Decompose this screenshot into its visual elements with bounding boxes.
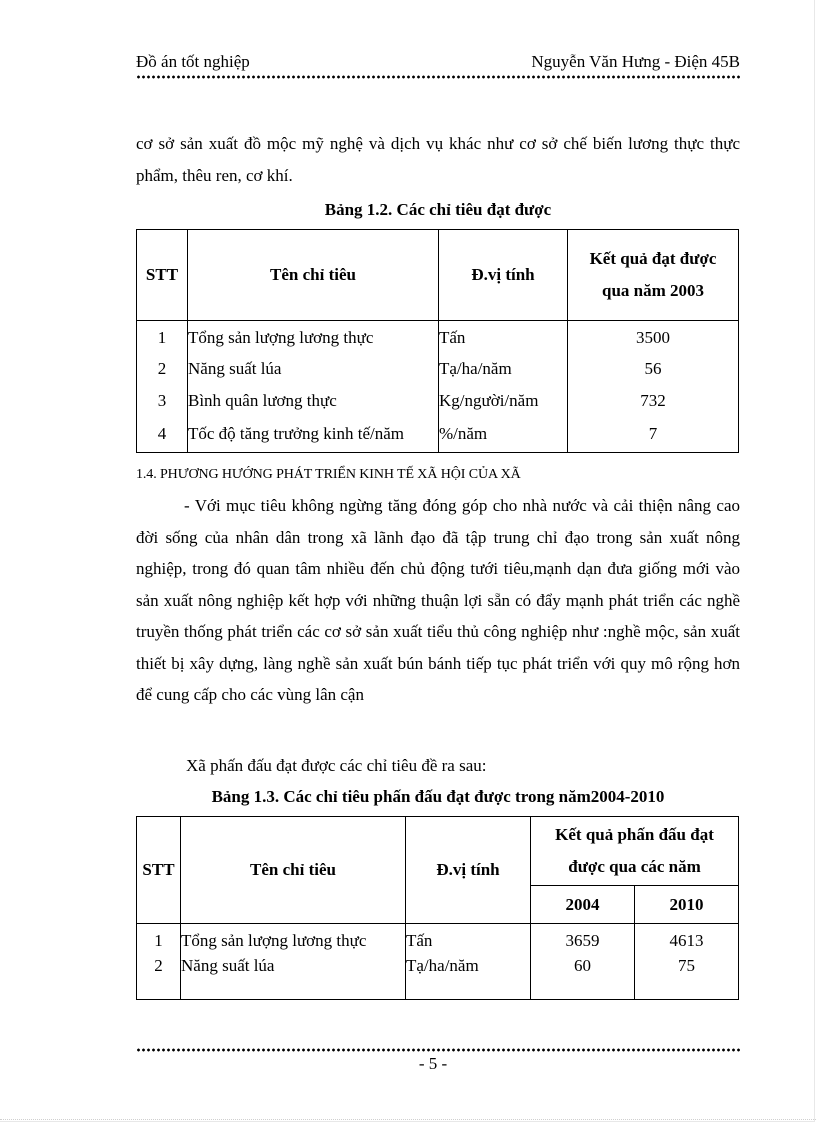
header-dotted-rule bbox=[136, 75, 740, 79]
section-heading: 1.4. PHƯƠNG HƯỚNG PHÁT TRIỂN KINH TẾ XÃ HỘI CỦA XÃ bbox=[136, 467, 521, 482]
table-row bbox=[137, 353, 739, 385]
section-paragraph: - Với mục tiêu không ngừng tăng đóng góp cho nhà nước và cải thiện nâng cao đời sống của nhân dân trong xã lãnh đạo đã tập trung chỉ đạo trong sản xuất nông nghiệp, trong đó quan tâm nhiều đến chủ động tưới tiêu,mạnh dạn đưa giống mới vào sản xuất nông nghiệp kết hợp với những thuận lợi sẵn có đẩy mạnh phát triển các nghề truyền thống phát triển các cơ sở sản xuất tiểu thủ công nghiệp như :nghề mộc, sản xuất thiết bị xây dựng, làng nghề sản xuất bún bánh tiếp tục phát triển với quy mô rộng hơn để cung cấp cho các vùng lân cận bbox=[136, 496, 740, 704]
table2-cell-name: Tổng sản lượng lương thực bbox=[181, 924, 406, 956]
table2-header-year-2004: 2004 bbox=[531, 886, 635, 924]
table1-cell-name: Tốc độ tăng trưởng kinh tế/năm bbox=[188, 417, 439, 453]
table2-planned-targets bbox=[136, 816, 739, 1000]
table-row bbox=[137, 385, 739, 417]
table2-cell-2010: 4613 bbox=[635, 924, 739, 956]
header-author: Nguyễn Văn Hưng - Điện 45B bbox=[531, 52, 740, 71]
table-row bbox=[137, 321, 739, 353]
table1-header-unit: Đ.vị tính bbox=[439, 230, 568, 321]
header-document-type: Đồ án tốt nghiệp bbox=[136, 52, 250, 71]
table2-cell-name: Năng suất lúa bbox=[181, 956, 406, 1000]
page-break-line bbox=[0, 1119, 816, 1120]
table2-cell-2004: 60 bbox=[531, 956, 635, 1000]
table1-caption: Bảng 1.2. Các chỉ tiêu đạt được bbox=[324, 200, 552, 219]
table1-header-stt: STT bbox=[137, 230, 188, 321]
table2-cell-stt: 2 bbox=[137, 956, 181, 1000]
table2-cell-unit: Tấn bbox=[406, 924, 531, 956]
table1-cell-unit: Tạ/ha/năm bbox=[439, 353, 568, 385]
table1-cell-name: Năng suất lúa bbox=[188, 353, 439, 385]
table1-cell-value: 732 bbox=[568, 385, 739, 417]
table2-caption: Bảng 1.3. Các chỉ tiêu phấn đấu đạt được trong năm2004-2010 bbox=[211, 787, 665, 806]
table1-cell-stt: 4 bbox=[137, 417, 188, 453]
table1-cell-value: 56 bbox=[568, 353, 739, 385]
table2-cell-stt: 1 bbox=[137, 924, 181, 956]
page-number: - 5 - bbox=[418, 1054, 448, 1073]
table-row bbox=[137, 956, 739, 1000]
table2-cell-2004: 3659 bbox=[531, 924, 635, 956]
table1-header-result bbox=[568, 230, 739, 321]
table2-header-result-line1: Kết quả phấn đấu đạt bbox=[555, 825, 714, 844]
targets-intro: Xã phấn đấu đạt được các chỉ tiêu đề ra sau: bbox=[186, 756, 487, 775]
table2-cell-2010: 75 bbox=[635, 956, 739, 1000]
table2-cell-unit: Tạ/ha/năm bbox=[406, 956, 531, 1000]
table1-cell-stt: 1 bbox=[137, 321, 188, 353]
table1-header-result-line2: qua năm 2003 bbox=[601, 281, 705, 300]
intro-paragraph: cơ sở sản xuất đồ mộc mỹ nghệ và dịch vụ khác như cơ sở chế biến lương thực thực phẩm, thêu ren, cơ khí. bbox=[136, 134, 740, 185]
table2-header-result-line2: được qua các năm bbox=[568, 857, 701, 876]
table1-cell-stt: 2 bbox=[137, 353, 188, 385]
table1-achieved-targets bbox=[136, 229, 739, 453]
table1-cell-stt: 3 bbox=[137, 385, 188, 417]
table2-header-stt: STT bbox=[137, 817, 181, 924]
table1-cell-value: 7 bbox=[568, 417, 739, 453]
table1-cell-unit: Kg/người/năm bbox=[439, 385, 568, 417]
table2-header-year-2010: 2010 bbox=[635, 886, 739, 924]
table1-cell-name: Tổng sản lượng lương thực bbox=[188, 321, 439, 353]
footer-dotted-rule bbox=[136, 1048, 740, 1052]
table1-header-result-line1: Kết quả đạt được bbox=[589, 249, 717, 268]
table2-header-unit: Đ.vị tính bbox=[406, 817, 531, 924]
table1-header-name: Tên chỉ tiêu bbox=[188, 230, 439, 321]
table1-cell-value: 3500 bbox=[568, 321, 739, 353]
table-row bbox=[137, 924, 739, 956]
table-row bbox=[137, 417, 739, 453]
table2-header-name: Tên chỉ tiêu bbox=[181, 817, 406, 924]
table1-cell-unit: %/năm bbox=[439, 417, 568, 453]
table1-cell-unit: Tấn bbox=[439, 321, 568, 353]
running-header bbox=[136, 52, 740, 72]
table1-cell-name: Bình quân lương thực bbox=[188, 385, 439, 417]
table2-header-result bbox=[531, 817, 739, 886]
